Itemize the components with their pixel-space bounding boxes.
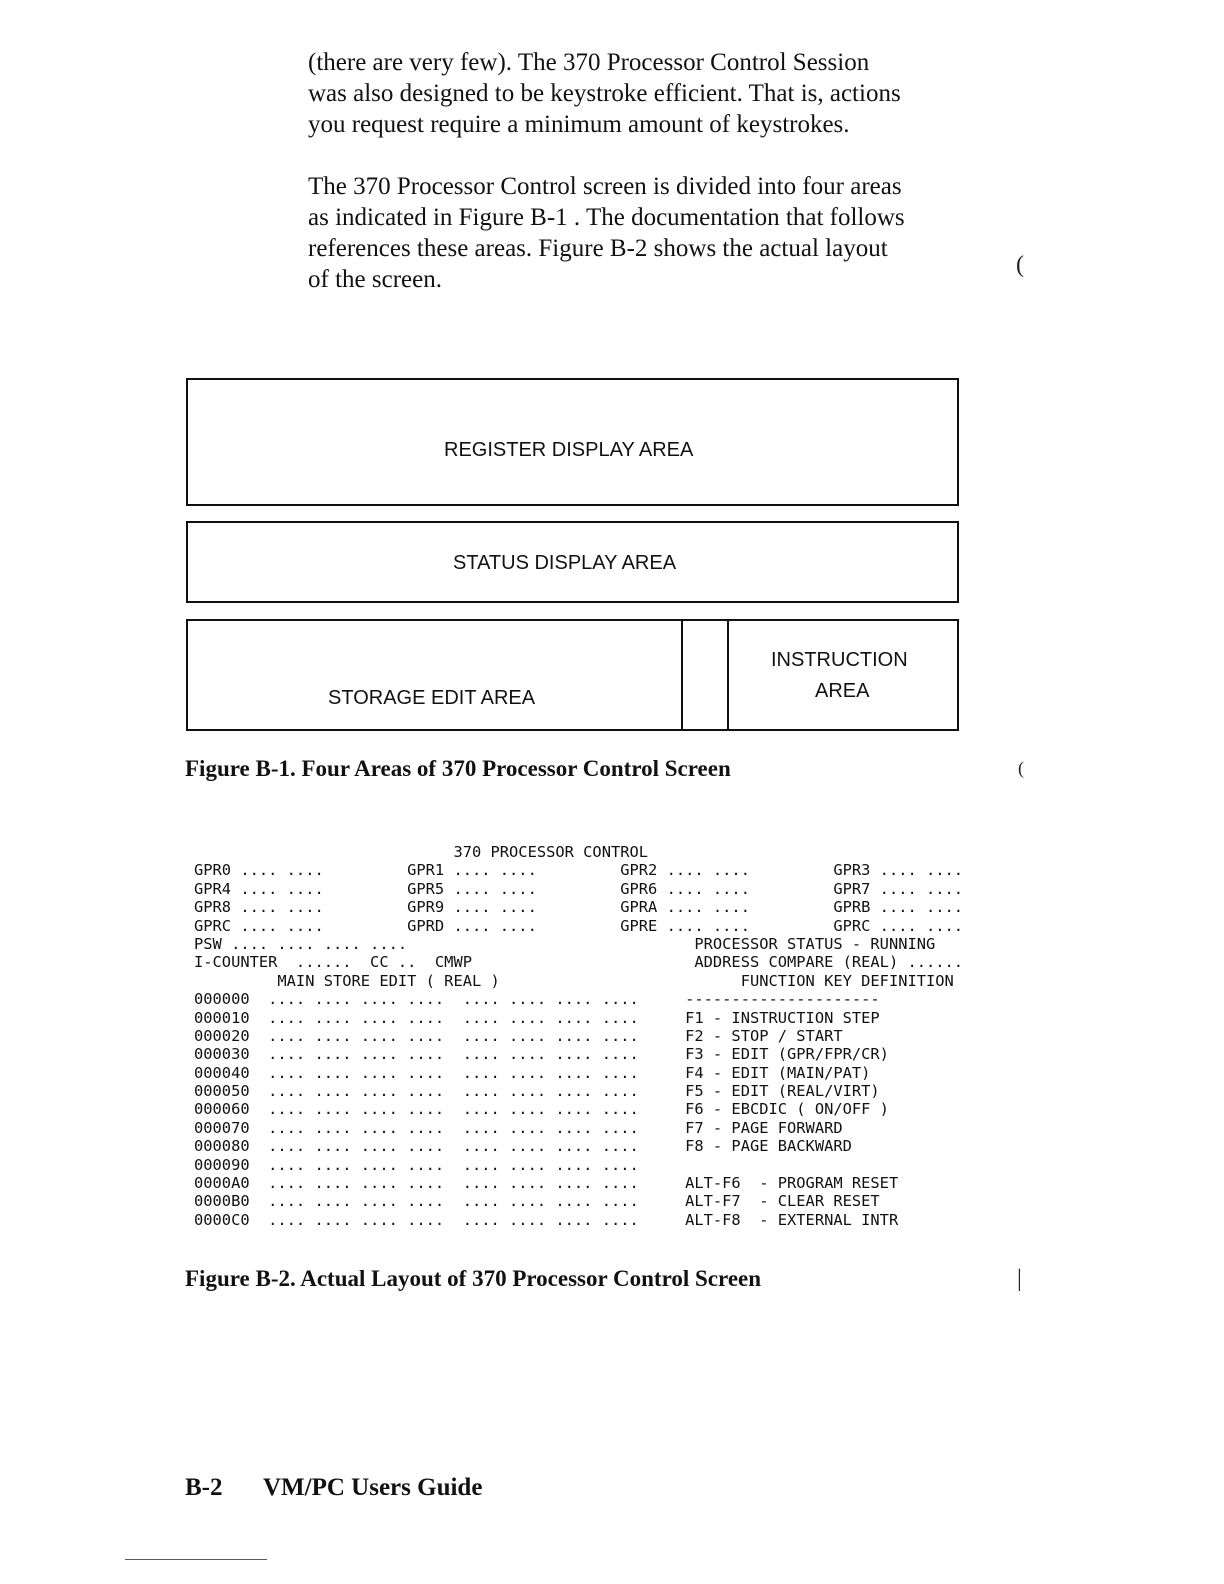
- screen-line: GPR0 .... .... GPR1 .... .... GPR2 .... .... GPR3 .... ....: [194, 861, 964, 880]
- screen-line: 000010 .... .... .... .... .... .... .... .... F1 - INSTRUCTION STEP: [194, 1008, 880, 1027]
- paragraph-line: The 370 Processor Control screen is divided into four areas: [308, 173, 902, 200]
- status-display-area-label: STATUS DISPLAY AREA: [453, 552, 677, 574]
- paragraph-line: was also designed to be keystroke efficient. That is, actions: [308, 80, 901, 107]
- screen-line: GPRC .... .... GPRD .... .... GPRE .... .... GPRC .... ....: [194, 916, 964, 935]
- figure-b2-caption: Figure B-2. Actual Layout of 370 Processor Control Screen: [185, 1266, 762, 1291]
- screen-line: MAIN STORE EDIT ( REAL ) FUNCTION KEY DEFINITION: [194, 971, 954, 990]
- screen-line: 0000C0 .... .... .... .... .... .... .... .... ALT-F8 - EXTERNAL INTR: [194, 1210, 899, 1229]
- change-bar-mark: (: [1016, 252, 1024, 278]
- screen-line: 000050 .... .... .... .... .... .... .... .... F5 - EDIT (REAL/VIRT): [194, 1082, 880, 1101]
- screen-line: 000020 .... .... .... .... .... .... .... .... F2 - STOP / START: [194, 1026, 843, 1045]
- storage-edit-area-box: [186, 619, 683, 731]
- screen-line: 370 PROCESSOR CONTROL: [194, 843, 649, 861]
- storage-edit-area-label: STORAGE EDIT AREA: [328, 687, 536, 709]
- paragraph-line: references these areas. Figure B-2 shows the actual layout: [308, 235, 888, 262]
- instruction-area-box: [727, 619, 959, 731]
- screen-line: 000090 .... .... .... .... .... .... .... ....: [194, 1155, 639, 1174]
- page-footer: [185, 1474, 482, 1502]
- figure-b1-caption: Figure B-1. Four Areas of 370 Processor Control Screen: [185, 756, 731, 781]
- screen-line: 0000B0 .... .... .... .... .... .... .... .... ALT-F7 - CLEAR RESET: [194, 1192, 880, 1211]
- change-bar-mark: (: [1018, 758, 1024, 778]
- instruction-area-label-line2: AREA: [815, 680, 870, 702]
- screen-line: 000040 .... .... .... .... .... .... .... .... F4 - EDIT (MAIN/PAT): [194, 1063, 871, 1082]
- intro-paragraph-1: [308, 47, 901, 140]
- screen-line: I-COUNTER ...... CC .. CMWP ADDRESS COMPARE (REAL) ......: [194, 953, 964, 972]
- paragraph-line: you request require a minimum amount of keystrokes.: [308, 111, 850, 138]
- screen-line: 000030 .... .... .... .... .... .... .... .... F3 - EDIT (GPR/FPR/CR): [194, 1045, 889, 1064]
- screen-line: 000080 .... .... .... .... .... .... .... .... F8 - PAGE BACKWARD: [194, 1137, 852, 1156]
- book-title: VM/PC Users Guide: [263, 1474, 483, 1501]
- screen-line: 000060 .... .... .... .... .... .... .... .... F6 - EBCDIC ( ON/OFF ): [194, 1100, 889, 1119]
- screen-line: GPR4 .... .... GPR5 .... .... GPR6 .... .... GPR7 .... ....: [194, 879, 964, 898]
- screen-line: PSW .... .... .... .... PROCESSOR STATUS - RUNNING: [194, 934, 936, 953]
- screen-line: 000000 .... .... .... .... .... .... .... .... ---------------------: [194, 990, 880, 1009]
- register-display-area-label: REGISTER DISPLAY AREA: [444, 439, 694, 461]
- change-bar-mark: |: [1017, 1266, 1022, 1292]
- paragraph-line: (there are very few). The 370 Processor Control Session: [308, 49, 870, 76]
- paragraph-line: as indicated in Figure B-1 . The documentation that follows: [308, 204, 905, 231]
- page-number: B-2: [185, 1474, 223, 1501]
- intro-paragraph-2: [308, 171, 905, 295]
- paragraph-line: of the screen.: [308, 266, 442, 293]
- instruction-area-label-line1: INSTRUCTION: [771, 649, 908, 671]
- processor-control-screen: [194, 843, 963, 1229]
- footer-rule: [125, 1559, 267, 1560]
- screen-line: GPR8 .... .... GPR9 .... .... GPRA .... .... GPRB .... ....: [194, 898, 964, 917]
- screen-line: 000070 .... .... .... .... .... .... .... .... F7 - PAGE FORWARD: [194, 1118, 843, 1137]
- separator-column-box: [681, 619, 729, 731]
- screen-line: 0000A0 .... .... .... .... .... .... .... .... ALT-F6 - PROGRAM RESET: [194, 1174, 899, 1193]
